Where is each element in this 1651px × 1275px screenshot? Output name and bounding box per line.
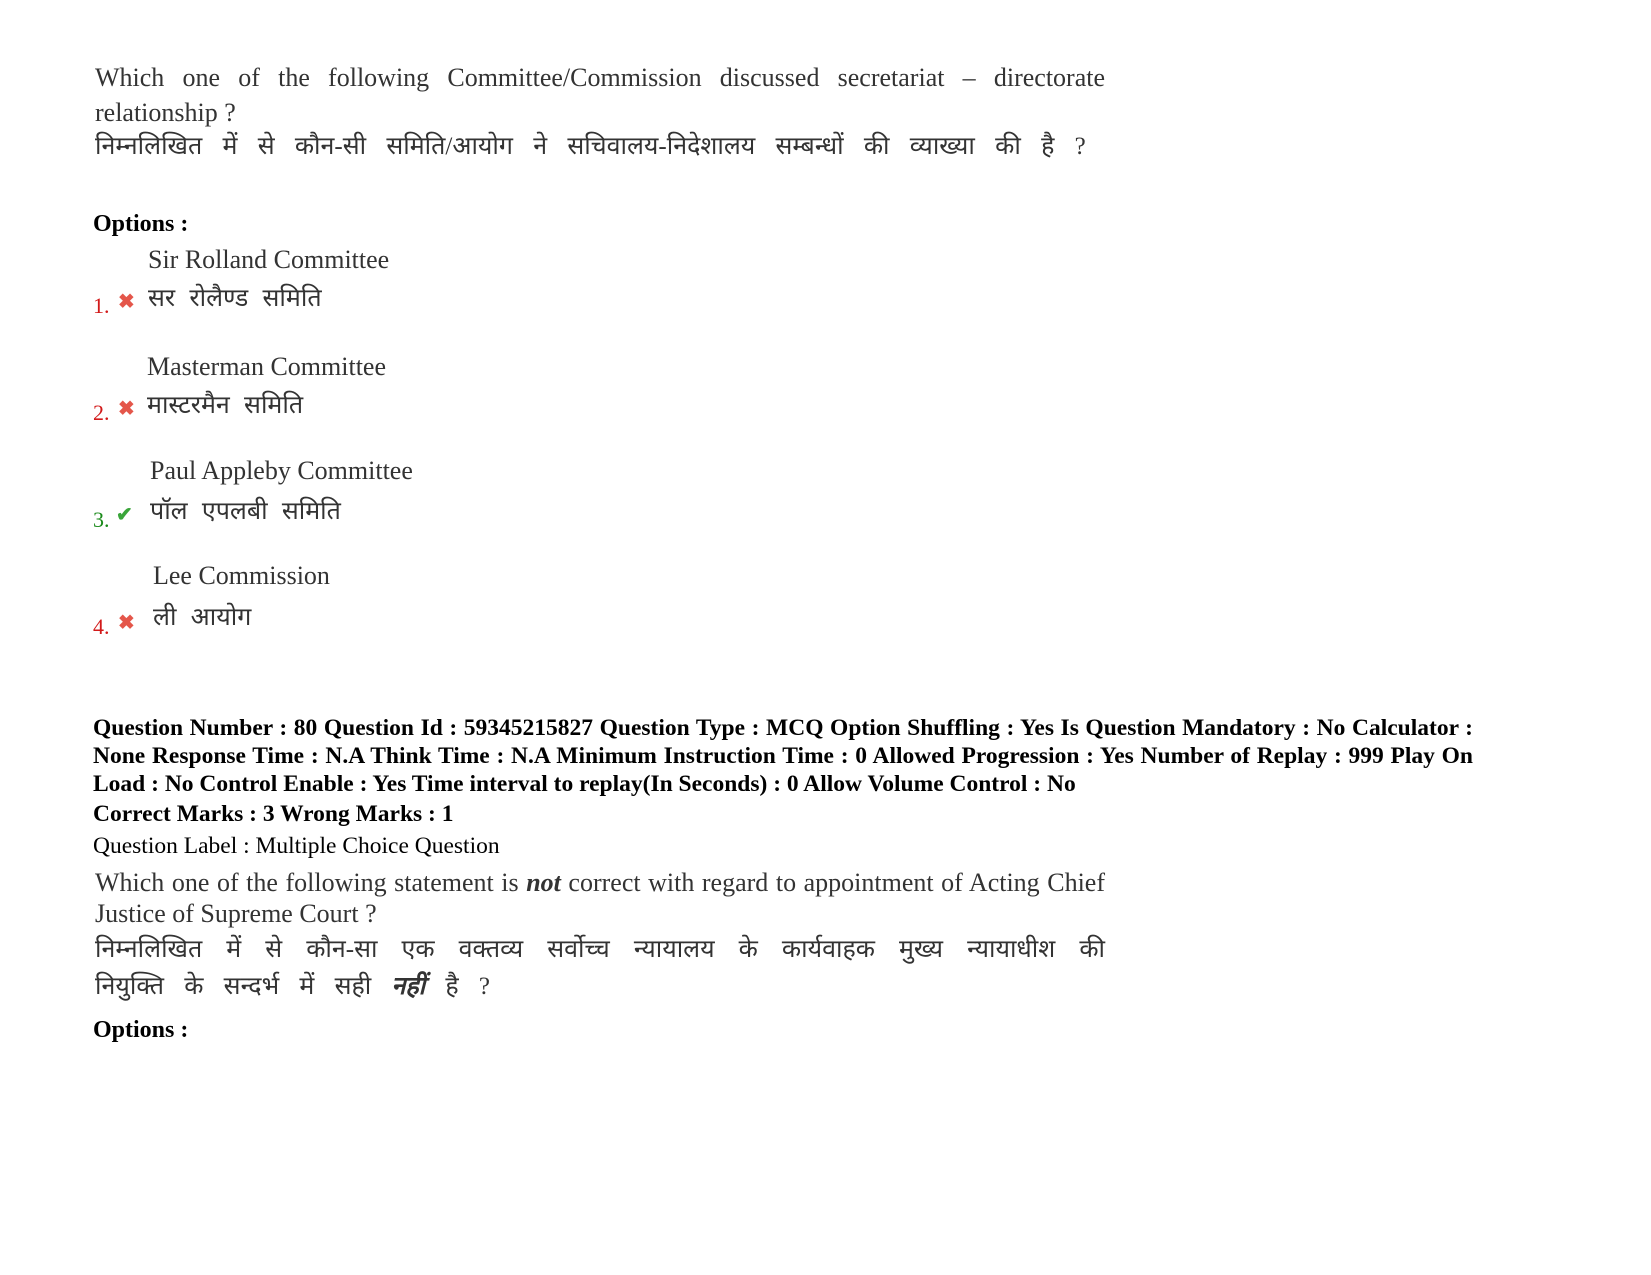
question-text-en: Which one of the following Committee/Commission discussed secretariat – directorate relationship ? (95, 63, 1105, 127)
option-label-hi: मास्टरमैन समिति (147, 392, 304, 419)
question-text-hi: निम्नलिखित में से कौन-सी समिति/आयोग ने सचिवालय-निदेशालय सम्बन्धों की व्याख्या की है ? (95, 133, 1086, 160)
question-label: Question Label : Multiple Choice Question (93, 833, 500, 859)
option-number: 4. (93, 614, 110, 639)
option-label-en: Sir Rolland Committee (148, 245, 390, 274)
option-label-hi: ली आयोग (153, 604, 252, 631)
question-meta: Question Number : 80 Question Id : 59345215827 Question Type : MCQ Option Shuffling : Yes Is Question Mandatory : No Calculator : None Response Time : N.A Think Time : N.A Minimum Instruction Time : 0 Allowed Progression : Yes Number of Replay : 999 Play On Load : No Control Enable : Yes Time interval to replay(In Seconds) : 0 Allow Volume Control : No (93, 715, 1473, 797)
option-label-hi: सर रोलैण्ड समिति (148, 285, 322, 312)
checkmark-icon: ✔ (116, 504, 133, 526)
option-number: 1. (93, 293, 110, 318)
question-marks: Correct Marks : 3 Wrong Marks : 1 (93, 801, 454, 827)
option-label-en: Masterman Committee (147, 352, 387, 381)
options-heading: Options : (93, 1017, 189, 1043)
option-label-hi: पॉल एपलबी समिति (150, 498, 341, 525)
option-label-en: Lee Commission (153, 561, 330, 590)
cross-icon: ✖ (118, 398, 135, 420)
option-number: 3. (93, 507, 110, 532)
question-text-en: Which one of the following statement is not correct with regard to appointment of Acting Chief Justice of Supreme Court ? (95, 868, 1105, 928)
question-text-hi: निम्नलिखित में से कौन-सा एक वक्तव्य सर्वोच्च न्यायालय के कार्यवाहक मुख्य न्यायाधीश की नियुक्ति के सन्दर्भ में सही नहीं है ? (95, 936, 1105, 1000)
options-heading: Options : (93, 211, 189, 237)
cross-icon: ✖ (118, 612, 135, 634)
option-number: 2. (93, 400, 110, 425)
option-label-en: Paul Appleby Committee (150, 456, 413, 485)
cross-icon: ✖ (118, 291, 135, 313)
